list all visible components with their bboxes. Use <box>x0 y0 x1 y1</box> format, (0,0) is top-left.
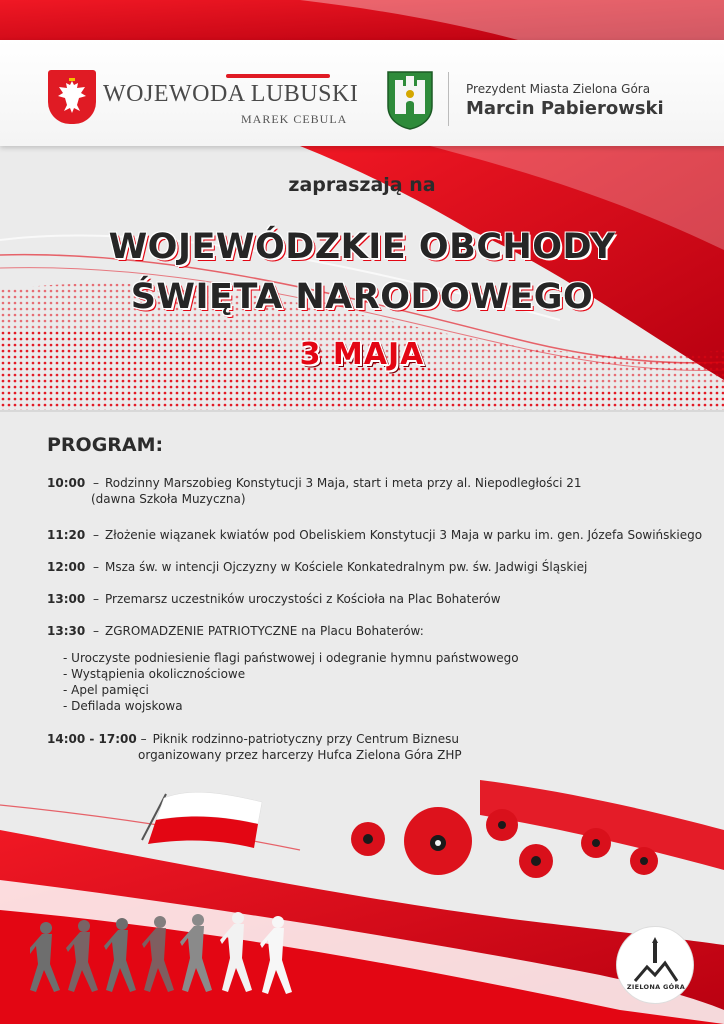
program-item: 12:00 – Msza św. w intencji Ojczyzny w Kościele Konkatedralnym pw. św. Jadwigi Śląskiej <box>47 560 588 574</box>
city-logo-text: ZIELONA GÓRA <box>626 983 686 991</box>
invite-text: zapraszają na <box>288 174 436 196</box>
voivode-name: MAREK CEBULA <box>241 112 348 126</box>
program-time: 13:00 <box>47 592 86 606</box>
program-time: 11:20 <box>47 528 86 542</box>
tower-mountain-icon <box>631 937 681 983</box>
program-item: 10:00 – Rodzinny Marszobieg Konstytucji 3 Maja, start i meta przy al. Niepodległości 21 (dawna Szkoła Muzyczna) <box>47 476 582 506</box>
header-band <box>0 40 724 146</box>
president-name: Marcin Pabierowski <box>466 98 664 119</box>
white-eagle-emblem-icon <box>48 70 96 124</box>
program-text: Rodzinny Marszobieg Konstytucji 3 Maja, start i meta przy al. Niepodległości 21 <box>105 476 582 490</box>
poppy-icon <box>404 807 472 875</box>
program-item: 11:20 – Złożenie wiązanek kwiatów pod Obeliskiem Konstytucji 3 Maja w parku im. gen. Józefa Sowińskiego <box>47 528 703 542</box>
runner-icon <box>260 916 292 994</box>
zielona-gora-logo <box>616 926 694 1004</box>
runner-icon <box>30 922 60 992</box>
runner-icon <box>142 916 174 992</box>
sub-list-item: - Defilada wojskowa <box>63 699 183 713</box>
poppy-icon <box>630 847 658 875</box>
event-title-line-2: ŚWIĘTA NARODOWEGO <box>130 277 594 317</box>
runner-icon <box>66 920 98 992</box>
program-text: Piknik rodzinno-patriotyczny przy Centrum Biznesu <box>152 732 459 746</box>
program-text: ZGROMADZENIE PATRIOTYCZNE na Placu Bohaterów: <box>105 624 424 638</box>
voivode-logo <box>48 68 359 132</box>
runners-silhouette-decoration <box>30 910 330 1015</box>
program-text-continued: (dawna Szkoła Muzyczna) <box>91 492 246 506</box>
program-item: 13:00 – Przemarsz uczestników uroczystości z Kościoła na Plac Bohaterów <box>47 592 501 606</box>
program-item: 14:00 - 17:00 – Piknik rodzinno-patriotyczny przy Centrum Biznesu organizowany przez harcerzy Hufca Zielona Góra ZHP <box>47 732 462 762</box>
poppy-icon <box>519 844 553 878</box>
program-text-continued: organizowany przez harcerzy Hufca Zielona Góra ZHP <box>138 748 462 762</box>
program-item: 13:30 – ZGROMADZENIE PATRIOTYCZNE na Placu Bohaterów: <box>47 624 424 638</box>
program-text: Przemarsz uczestników uroczystości z Kościoła na Plac Bohaterów <box>105 592 501 606</box>
sub-list-item: - Uroczyste podniesienie flagi państwowej i odegranie hymnu państwowego <box>63 651 519 665</box>
poppy-icon <box>486 809 518 841</box>
program-text: Msza św. w intencji Ojczyzny w Kościele Konkatedralnym pw. św. Jadwigi Śląskiej <box>105 560 588 574</box>
program-time: 13:30 <box>47 624 86 638</box>
runner-icon <box>220 912 252 992</box>
program-heading: PROGRAM: <box>47 434 164 456</box>
voivode-accent-bar <box>226 74 330 78</box>
event-date: 3 MAJA <box>299 337 425 372</box>
program-time: 12:00 <box>47 560 86 574</box>
polish-flag-icon <box>140 780 270 870</box>
zielona-gora-crest-icon <box>386 70 434 130</box>
runner-icon <box>104 918 136 992</box>
poppy-icon <box>581 828 611 858</box>
program-sub-list <box>63 650 519 714</box>
program-text: Złożenie wiązanek kwiatów pod Obeliskiem Konstytucji 3 Maja w parku im. gen. Józefa Sowińskiego <box>105 528 703 542</box>
sub-list-item: - Apel pamięci <box>63 683 149 697</box>
program-time: 10:00 <box>47 476 86 490</box>
program-time: 14:00 - 17:00 <box>47 732 137 746</box>
event-title-line-1: WOJEWÓDZKIE OBCHODY <box>108 227 616 267</box>
sub-list-item: - Wystąpienia okolicznościowe <box>63 667 246 681</box>
runner-icon <box>180 914 212 992</box>
header-divider <box>448 72 449 126</box>
poppy-flowers-decoration <box>340 805 670 885</box>
president-title: Prezydent Miasta Zielona Góra <box>466 82 651 96</box>
event-title <box>0 222 724 322</box>
voivode-title: WOJEWODA LUBUSKI <box>103 81 359 107</box>
poppy-icon <box>351 822 385 856</box>
